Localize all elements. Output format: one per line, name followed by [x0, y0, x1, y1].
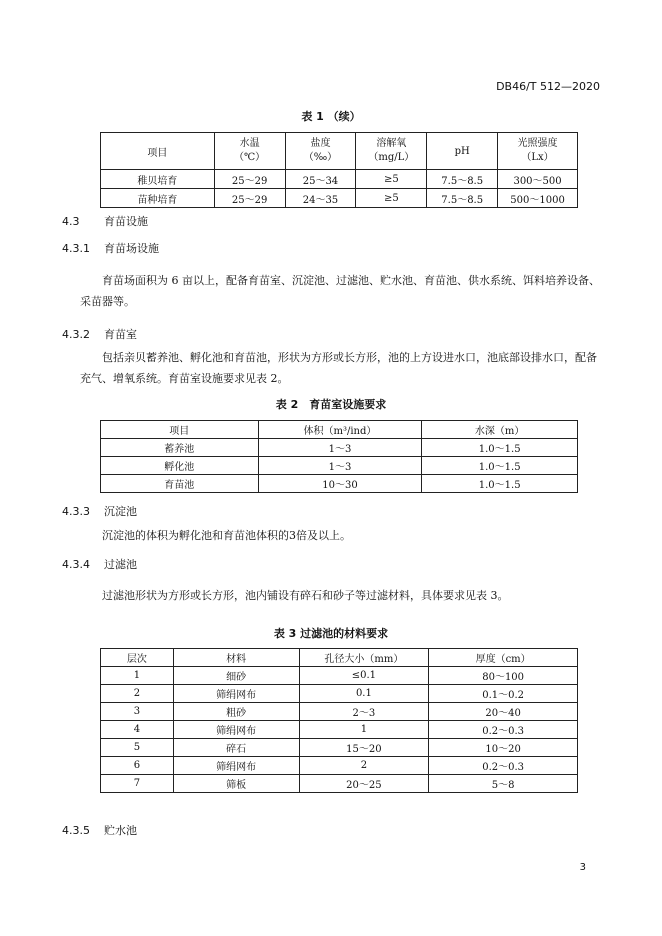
table-cell: 0.1～0.2 [429, 685, 578, 703]
table-cell: 蓄养池 [101, 439, 259, 457]
section-4-3-5-heading: 4.3.5 贮水池 [62, 824, 137, 837]
table-cell: 20～25 [299, 775, 429, 793]
table-cell: 2 [101, 685, 174, 703]
table-cell: 7.5～8.5 [427, 189, 498, 208]
section-4-3-4-paragraph: 过滤池形状为方形或长方形，池内铺设有碎石和砂子等过滤材料，具体要求见表 3。 [102, 589, 509, 602]
table2-header-cell: 体积（m³/ind） [258, 421, 422, 439]
table-cell: 筛绢网布 [173, 721, 299, 739]
table3-header-row [101, 649, 578, 667]
table1-header-cell: 水温 （℃） [214, 133, 285, 170]
table-cell: 5～8 [429, 775, 578, 793]
table1-header-cell: pH [427, 133, 498, 170]
table-cell: 苗种培育 [101, 189, 215, 208]
table-cell: 细砂 [173, 667, 299, 685]
page-number: 3 [579, 862, 586, 873]
table-cell: 4 [101, 721, 174, 739]
table-row [101, 475, 578, 493]
table-cell: 2 [299, 757, 429, 775]
table-cell: ≥5 [356, 170, 427, 189]
table3-header-cell: 孔径大小（mm） [299, 649, 429, 667]
table-row [101, 667, 578, 685]
table-cell: 80～100 [429, 667, 578, 685]
table-cell: 孵化池 [101, 457, 259, 475]
table-cell: 10～20 [429, 739, 578, 757]
table-cell: 7 [101, 775, 174, 793]
table-cell: 24～35 [285, 189, 356, 208]
table-cell: 500～1000 [498, 189, 578, 208]
table-row [101, 170, 578, 189]
table-cell: 20～40 [429, 703, 578, 721]
table1-caption: 表 1 （续） [301, 110, 361, 123]
section-4-3-heading: 4.3 育苗设施 [62, 215, 148, 228]
table-row [101, 439, 578, 457]
table-row [101, 721, 578, 739]
table-cell: 育苗池 [101, 475, 259, 493]
section-4-3-3-heading: 4.3.3 沉淀池 [62, 505, 137, 518]
table2-header-cell: 项目 [101, 421, 259, 439]
table-cell: ≤0.1 [299, 667, 429, 685]
section-4-3-2-paragraph: 包括亲贝蓄养池、孵化池和育苗池，形状为方形或长方形，池的上方设进水口，池底部设排水口，配备充气、增氧系统。育苗室设施要求见表 2。 [80, 351, 597, 385]
table3 [100, 648, 578, 793]
table-cell: 0.1 [299, 685, 429, 703]
table3-caption: 表 3 过滤池的材料要求 [273, 627, 389, 640]
table1-header-cell: 盐度 （‰） [285, 133, 356, 170]
table-cell: 筛绢网布 [173, 685, 299, 703]
table1-header-row [101, 133, 578, 170]
table-cell: 1～3 [258, 439, 422, 457]
table-cell: 25～29 [214, 189, 285, 208]
table-cell: 0.2～0.3 [429, 721, 578, 739]
table-cell: 25～34 [285, 170, 356, 189]
table-cell: 1.0～1.5 [422, 457, 578, 475]
table-row [101, 739, 578, 757]
table-row [101, 775, 578, 793]
table-cell: 6 [101, 757, 174, 775]
table3-header-cell: 层次 [101, 649, 174, 667]
table-cell: 筛绢网布 [173, 757, 299, 775]
section-4-3-2-heading: 4.3.2 育苗室 [62, 328, 137, 341]
table-cell: 1 [299, 721, 429, 739]
table-row [101, 457, 578, 475]
table-cell: 2～3 [299, 703, 429, 721]
table-cell: 筛板 [173, 775, 299, 793]
section-4-3-4-heading: 4.3.4 过滤池 [62, 558, 137, 571]
table-row [101, 685, 578, 703]
table-row [101, 189, 578, 208]
table2-header-row [101, 421, 578, 439]
table-cell: 300～500 [498, 170, 578, 189]
table-cell: 1.0～1.5 [422, 439, 578, 457]
table-row [101, 757, 578, 775]
table-cell: 10～30 [258, 475, 422, 493]
section-4-3-1-heading: 4.3.1 育苗场设施 [62, 242, 159, 255]
table1-header-cell: 光照强度 （Lx） [498, 133, 578, 170]
table-cell: 0.2～0.3 [429, 757, 578, 775]
table1-header-cell: 溶解氧 （mg/L） [356, 133, 427, 170]
table-cell: 稚贝培育 [101, 170, 215, 189]
table-cell: 1.0～1.5 [422, 475, 578, 493]
table3-header-cell: 材料 [173, 649, 299, 667]
table-cell: 粗砂 [173, 703, 299, 721]
table3-header-cell: 厚度（cm） [429, 649, 578, 667]
table2 [100, 420, 578, 493]
table-cell: 3 [101, 703, 174, 721]
table-cell: 1 [101, 667, 174, 685]
table-cell: 25～29 [214, 170, 285, 189]
table-cell: 5 [101, 739, 174, 757]
document-code: DB46/T 512—2020 [496, 80, 600, 93]
table1-header-cell: 项目 [101, 133, 215, 170]
table-cell: ≥5 [356, 189, 427, 208]
table2-caption: 表 2 育苗室设施要求 [275, 398, 387, 411]
table-cell: 15～20 [299, 739, 429, 757]
section-4-3-1-paragraph: 育苗场面积为 6 亩以上，配备育苗室、沉淀池、过滤池、贮水池、育苗池、供水系统、饵料培养设备、采苗器等。 [80, 274, 600, 308]
section-4-3-3-paragraph: 沉淀池的体积为孵化池和育苗池体积的3倍及以上。 [102, 529, 351, 542]
table-cell: 1～3 [258, 457, 422, 475]
table-cell: 7.5～8.5 [427, 170, 498, 189]
table2-header-cell: 水深（m） [422, 421, 578, 439]
table-cell: 碎石 [173, 739, 299, 757]
table-row [101, 703, 578, 721]
table1 [100, 132, 578, 208]
